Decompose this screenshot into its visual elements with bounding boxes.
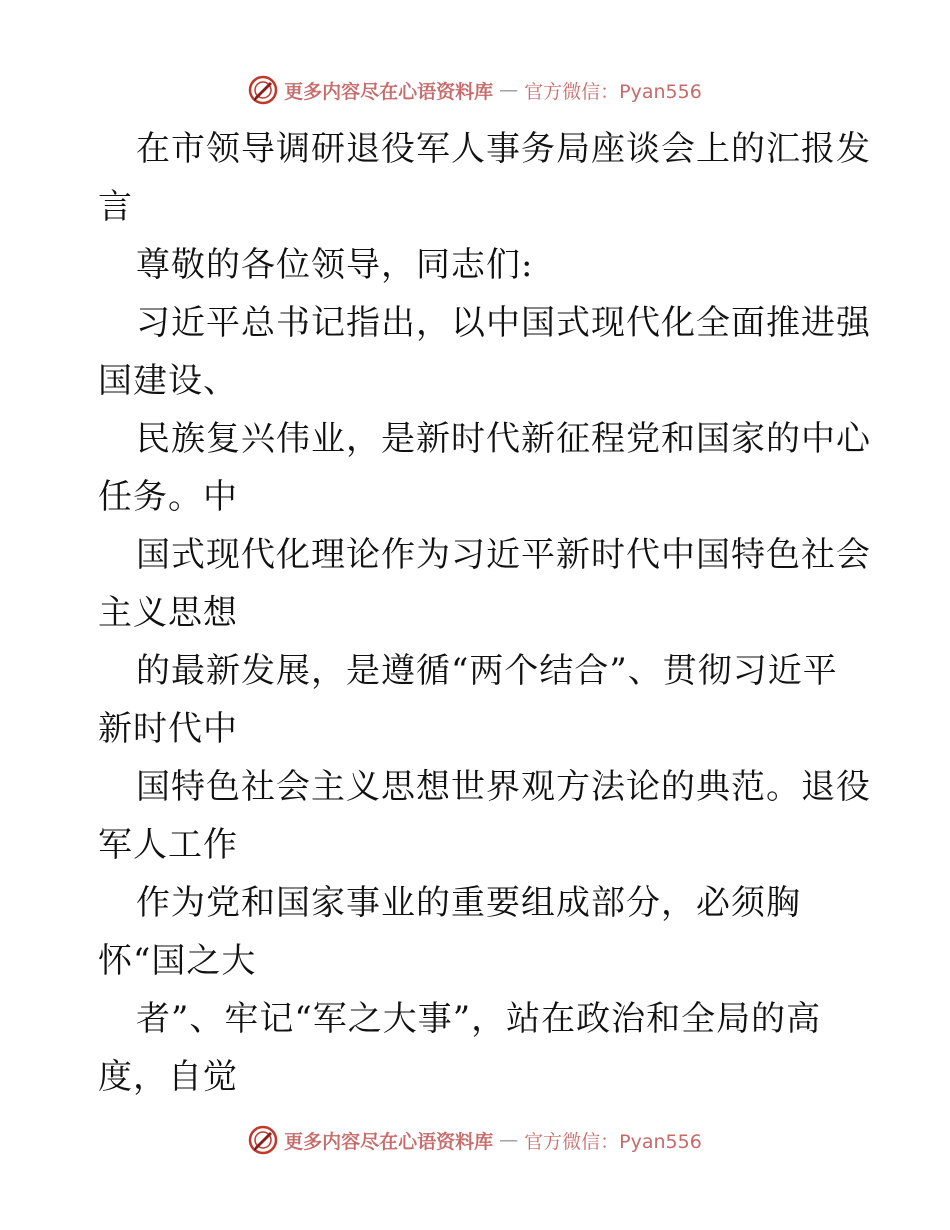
document-title-line-1: 在市领导调研退役军人事务局座谈会上的汇报发 xyxy=(136,129,871,169)
banner-separator: — xyxy=(499,79,519,101)
seal-logo-icon xyxy=(248,75,278,105)
paragraph-line: 国式现代化理论作为习近平新时代中国特色社会 xyxy=(136,535,871,575)
salutation: 尊敬的各位领导，同志们: xyxy=(136,245,534,285)
banner-separator: — xyxy=(499,1129,519,1151)
paragraph-line: 军人工作 xyxy=(98,825,238,865)
paragraph-line: 作为党和国家事业的重要组成部分，必须胸 xyxy=(136,883,801,923)
paragraph-line: 的最新发展，是遵循“两个结合”、贯彻习近平 xyxy=(136,651,838,691)
header-banner xyxy=(0,70,950,110)
banner-brand-text: 更多内容尽在心语资料库 xyxy=(284,80,494,103)
paragraph-line: 国建设、 xyxy=(98,361,238,401)
banner-inner xyxy=(248,1125,702,1155)
paragraph-line: 者”、牢记“军之大事”，站在政治和全局的高 xyxy=(136,999,822,1039)
paragraph-line: 习近平总书记指出，以中国式现代化全面推进强 xyxy=(136,303,871,343)
footer-banner xyxy=(0,1120,950,1160)
paragraph-line: 新时代中 xyxy=(98,709,238,749)
paragraph-line: 主义思想 xyxy=(98,593,238,633)
paragraph-line: 民族复兴伟业，是新时代新征程党和国家的中心 xyxy=(136,419,871,459)
banner-contact-text: 官方微信：Pyan556 xyxy=(524,1130,702,1153)
banner-contact-text: 官方微信：Pyan556 xyxy=(524,80,702,103)
paragraph-line: 怀“国之大 xyxy=(98,941,257,981)
paragraph-line: 度，自觉 xyxy=(98,1057,238,1097)
paragraph-line: 任务。中 xyxy=(98,477,238,517)
banner-brand-text: 更多内容尽在心语资料库 xyxy=(284,1130,494,1153)
banner-inner xyxy=(248,75,702,105)
paragraph-line: 国特色社会主义思想世界观方法论的典范。退役 xyxy=(136,767,871,807)
document-body xyxy=(98,120,871,1106)
document-title-line-2: 言 xyxy=(98,187,133,227)
seal-logo-icon xyxy=(248,1125,278,1155)
